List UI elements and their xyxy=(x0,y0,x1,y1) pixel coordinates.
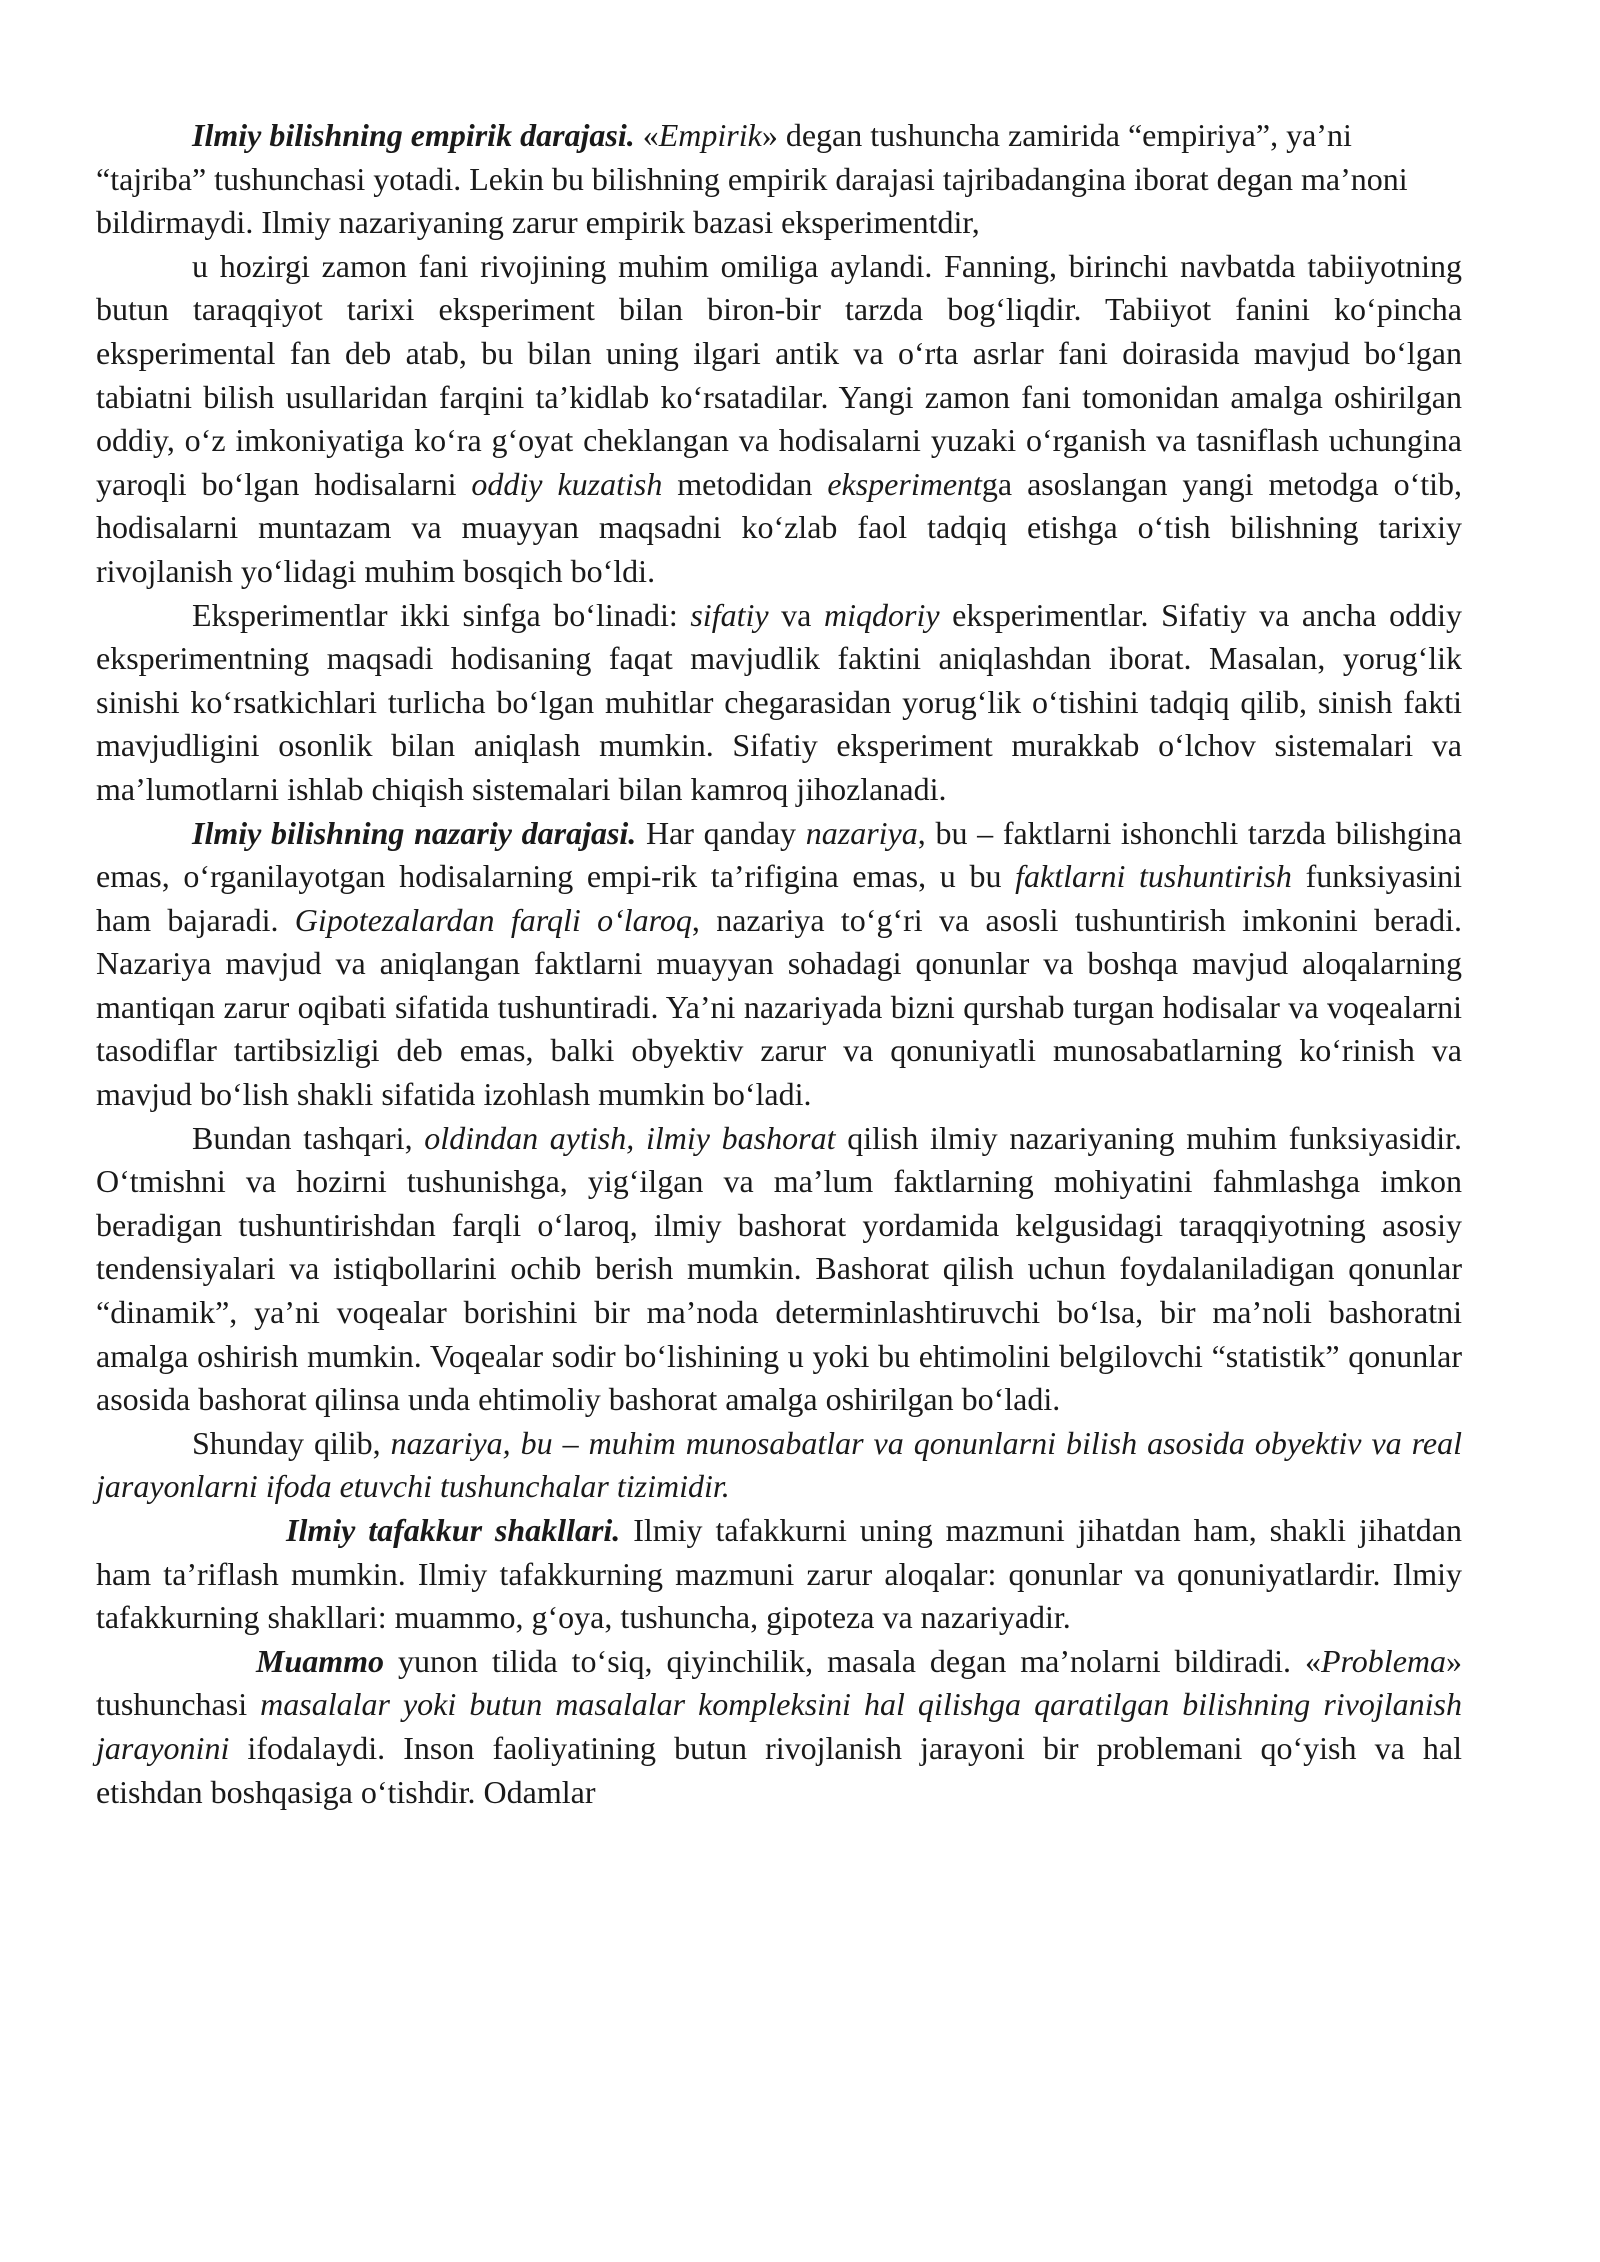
text-run: , bu – faktlarni ishonchli tarzda bilishgina emas, o‘rganilayotgan hodisalarning empi-rik ta’rifigina emas, u bu xyxy=(96,814,1462,895)
emphasized-text: oldindan aytish, ilmiy bashorat xyxy=(424,1119,836,1156)
text-run: » degan tushuncha zamirida “empiriya”, ya’ni “tajriba” tushunchasi yotadi. Lekin bu bilishning empirik darajasi tajribadangina iborat degan ma’noni bildirmaydi. Ilmiy nazariyaning zarur empirik bazasi eksperimentdir, xyxy=(96,117,1408,241)
paragraph-nazariy-daraja xyxy=(96,812,1462,1117)
emphasized-text: Ilmiy tafakkur shakllari. xyxy=(286,1512,621,1548)
text-run: ifodalaydi. Inson faoliyatining butun rivojlanish jarayoni bir problemani qo‘yish va hal etishdan boshqasiga o‘tishdir. Odamlar xyxy=(96,1729,1462,1810)
paragraph-bashorat xyxy=(96,1117,1462,1422)
paragraph-muammo xyxy=(96,1640,1462,1814)
emphasized-text: Muammo xyxy=(256,1642,385,1679)
document-page xyxy=(96,114,1462,1814)
emphasized-text: Ilmiy bilishning nazariy darajasi. xyxy=(192,814,637,851)
text-run: Bundan tashqari, xyxy=(192,1119,425,1156)
paragraph-tafakkur-shakllari xyxy=(96,1509,1462,1640)
emphasized-text: oddiy kuzatish xyxy=(471,465,663,502)
paragraph-eksperiment-turlari xyxy=(96,594,1462,812)
emphasized-text: nazariya, bu – muhim munosabatlar va qonunlarni bilish asosida obyektiv va real jarayonlarni ifoda etuvchi tushunchalar tizimidir. xyxy=(96,1424,1463,1505)
emphasized-text: sifatiy xyxy=(690,596,769,633)
paragraph-empirik-intro xyxy=(96,114,1462,245)
emphasized-text: Empirik xyxy=(658,117,762,153)
text-run: qilish ilmiy nazariyaning muhim funksiyasidir. O‘tmishni va hozirni tushunishga, yig‘ilgan va ma’lum faktlarning mohiyatini fahmlashga imkon beradigan tushuntirishdan farqli o‘laroq, ilmiy bashorat yordamida kelgusidagi taraqqiyotning asosiy tendensiyalari va istiqbollarini ochib berish mumkin. Bashorat qilish uchun foydalaniladigan qonunlar “dinamik”, ya’ni voqealar borishini bir ma’noda determinlashtiruvchi bo‘lsa, bir ma’noli bashoratni amalga oshirish mumkin. Voqealar sodir bo‘lishining u yoki bu ehtimolini belgilovchi “statistik” qonunlar asosida bashorat qilinsa unda ehtimoliy bashorat amalga oshirilgan bo‘ladi. xyxy=(96,1119,1463,1418)
paragraph-nazariya-tarifi xyxy=(96,1422,1462,1509)
emphasized-text: Problema xyxy=(1320,1642,1446,1679)
text-run: Eksperimentlar ikki sinfga bo‘linadi: xyxy=(192,596,691,633)
emphasized-text: Ilmiy bilishning empirik darajasi. xyxy=(192,117,635,153)
text-run: » tushunchasi xyxy=(96,1642,1462,1723)
emphasized-text: eksperiment xyxy=(827,465,982,502)
text-run: yunon tilida to‘siq, qiyinchilik, masala degan ma’nolarni bildiradi. « xyxy=(384,1642,1321,1679)
text-run: u hozirgi zamon fani rivojining muhim omiliga aylandi. Fanning, birinchi navbatda tabiiyotning butun taraqqiyot tarixi eksperiment bilan biron-bir tarzda bog‘liqdir. Tabiiyot fanini ko‘pincha eksperimental fan deb atab, bu bilan uning ilgari antik va o‘rta asrlar fani doirasida mavjud bo‘lgan tabiatni bilish usullaridan farqini ta’kidlab ko‘rsatadilar. Yangi zamon fani tomonidan amalga oshirilgan oddiy, o‘z imkoniyatiga ko‘ra g‘oyat cheklangan va hodisalarni yuzaki o‘rganish va tasniflash uchungina yaroqli bo‘lgan hodisalarni xyxy=(96,247,1462,502)
text-run: Har qanday xyxy=(636,814,806,851)
text-run: ga asoslangan yangi metodga o‘tib, hodisalarni muntazam va muayyan maqsadni ko‘zlab faol tadqiq etishga o‘tish bilishning tarixiy rivojlanish yo‘lidagi muhim bosqich bo‘ldi. xyxy=(96,465,1463,589)
text-run: « xyxy=(634,117,659,153)
emphasized-text: nazariya xyxy=(805,814,918,851)
emphasized-text: Gipotezalardan farqli o‘laroq xyxy=(294,901,692,938)
text-run: funksiyasini ham bajaradi. xyxy=(96,858,1463,938)
text-run: va xyxy=(768,596,824,633)
emphasized-text: faktlarni tushuntirish xyxy=(1015,858,1292,895)
paragraph-eksperiment xyxy=(96,245,1462,594)
text-run: , nazariya to‘g‘ri va asosli tushuntirish imkonini beradi. Nazariya mavjud va aniqlangan faktlarni muayyan sohadagi qonunlar va boshqa mavjud aloqalarning mantiqan zarur oqibati sifatida tushuntiradi. Ya’ni nazariyada bizni qurshab turgan hodisalar va voqealarni tasodiflar tartibsizligi deb emas, balki obyektiv zarur va qonuniyatli munosabatlarning ko‘rinish va mavjud bo‘lish shakli sifatida izohlash mumkin bo‘ladi. xyxy=(96,901,1463,1113)
emphasized-text: miqdoriy xyxy=(824,596,940,633)
text-run: eksperimentlar. Sifatiy va ancha oddiy eksperimentning maqsadi hodisaning faqat mavjudlik faktini aniqlashdan iborat. Masalan, yorug‘lik sinishi ko‘rsatkichlari turlicha bo‘lgan muhitlar chegarasidan yorug‘lik o‘tishini tadqiq qilib, sinish fakti mavjudligini osonlik bilan aniqlash mumkin. Sifatiy eksperiment murakkab o‘lchov sistemalari va ma’lumotlarni ishlab chiqish sistemalari bilan kamroq jihozlanadi. xyxy=(96,596,1463,807)
text-run: metodidan xyxy=(662,465,828,502)
text-run: Ilmiy tafakkurni uning mazmuni jihatdan ham, shakli jihatdan ham ta’riflash mumkin. Ilmiy tafakkurning mazmuni zarur aloqalar: qonunlar va qonuniyatlardir. Ilmiy tafakkurning shakllari: muammo, g‘oya, tushuncha, gipoteza va nazariyadir. xyxy=(96,1512,1463,1636)
text-run: Shunday qilib, xyxy=(192,1424,391,1461)
emphasized-text: masalalar yoki butun masalalar kompleksini hal qilishga qaratilgan bilishning rivojlanish jarayonini xyxy=(96,1686,1463,1766)
